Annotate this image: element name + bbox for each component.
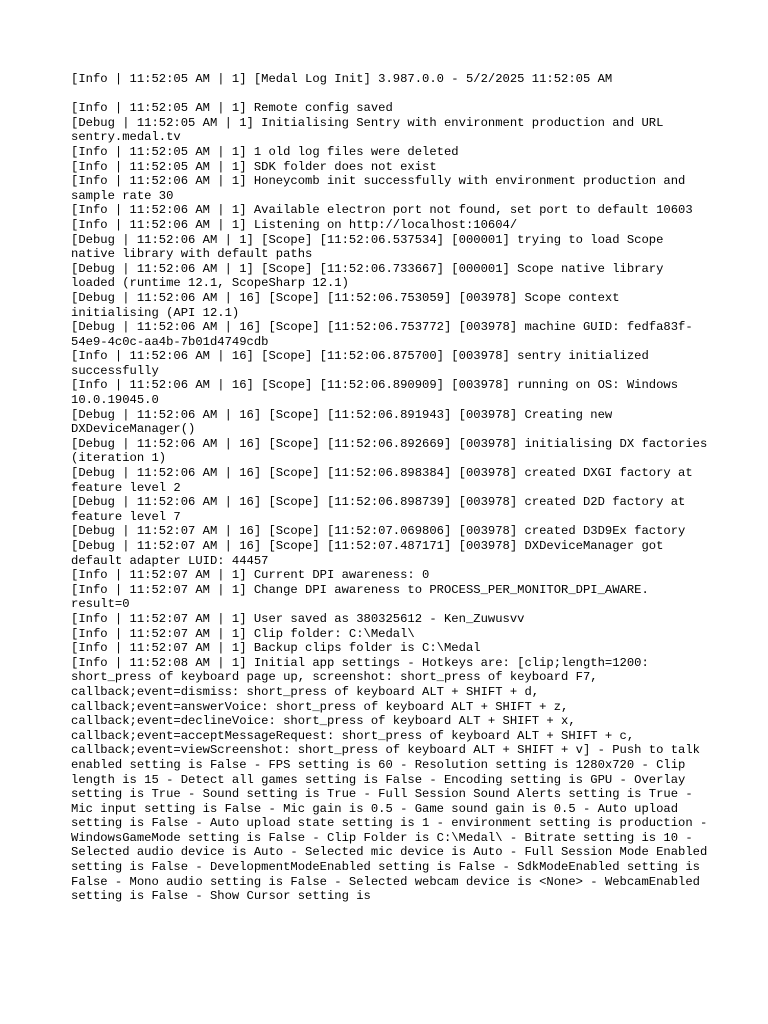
- log-line: [Info | 11:52:06 AM | 16] [Scope] [11:52:06.890909] [003978] running on OS: Windows 10.0.19045.0: [71, 378, 686, 408]
- log-line: [Info | 11:52:05 AM | 1] 1 old log files were deleted: [71, 144, 459, 159]
- log-line: [Info | 11:52:05 AM | 1] SDK folder does not exist: [71, 159, 437, 174]
- log-document: [71, 72, 715, 904]
- log-line: [Debug | 11:52:06 AM | 16] [Scope] [11:52:06.898739] [003978] created D2D factory at feature level 7: [71, 495, 693, 524]
- log-line: [Info | 11:52:06 AM | 16] [Scope] [11:52:06.875700] [003978] sentry initialized successfully: [71, 349, 657, 378]
- log-line: [Info | 11:52:08 AM | 1] Initial app settings - Hotkeys are: [clip;length=1200: short_press of keyboard page up, screenshot: short_press of keyboard F7, callback;event=dismiss: short_press of keyboard ALT + SHIFT + d, callback;event=answerVoice: short_press of keyboard ALT + SHIFT + z, callback;event=declineVoice: short_press of keyboard ALT + SHIFT + x, callback;event=acceptMessageRequest: short_press of keyboard ALT + SHIFT + c, callback;event=viewScreenshot: short_press of keyboard ALT + SHIFT + v] - Push to talk enabled setting is False - FPS setting is 60 - Resolution setting is 1280x720 - Clip length is 15 - Detect all games setting is False - Encoding setting is GPU - Overlay setting is True - Sound setting is True - Full Session Sound Alerts setting is True - Mic input setting is False - Mic gain is 0.5 - Game sound gain is 0.5 - Auto upload setting is False - Auto upload state setting is 1 - environment setting is production - WindowsGameMode setting is False - Clip Folder is C:\Medal\ - Bitrate setting is 10 - Selected audio device is Auto - Selected mic device is Auto - Full Session Mode Enabled setting is False - DevelopmentModeEnabled setting is False - SdkModeEnabled setting is False - Mono audio setting is False - Selected webcam device is <None> - WebcamEnabled setting is False - Show Cursor setting is: [71, 655, 715, 904]
- log-line: [Info | 11:52:05 AM | 1] Remote config saved: [71, 101, 393, 116]
- blank-line: [71, 87, 711, 102]
- log-line: [Debug | 11:52:06 AM | 16] [Scope] [11:52:06.892669] [003978] initialising DX factories (iteration 1): [71, 436, 715, 466]
- log-lines: [71, 101, 715, 904]
- log-line: [Debug | 11:52:07 AM | 16] [Scope] [11:52:07.487171] [003978] DXDeviceManager got default adapter LUID: 44457: [71, 539, 671, 568]
- log-line: [Debug | 11:52:06 AM | 16] [Scope] [11:52:06.753772] [003978] machine GUID: fedfa83f-54e9-4c0c-aa4b-7b01d4749cdb: [71, 320, 693, 349]
- log-line: [Info | 11:52:07 AM | 1] User saved as 380325612 - Ken_Zuwusvv: [71, 611, 525, 626]
- log-line: [Info | 11:52:07 AM | 1] Backup clips folder is C:\Medal: [71, 641, 481, 656]
- log-line: [Debug | 11:52:06 AM | 16] [Scope] [11:52:06.891943] [003978] Creating new DXDeviceManager(): [71, 407, 620, 437]
- log-line: [Info | 11:52:06 AM | 1] Available electron port not found, set port to default 10603: [71, 203, 693, 218]
- log-line: [Debug | 11:52:06 AM | 1] [Scope] [11:52:06.733667] [000001] Scope native library loaded (runtime 12.1, ScopeSharp 12.1): [71, 261, 671, 291]
- log-line: [Info | 11:52:07 AM | 1] Change DPI awareness to PROCESS_PER_MONITOR_DPI_AWARE. result=0: [71, 582, 657, 612]
- log-line: [Debug | 11:52:05 AM | 1] Initialising Sentry with environment production and URL sentry.medal.tv: [71, 115, 671, 145]
- log-line: [Debug | 11:52:06 AM | 16] [Scope] [11:52:06.898384] [003978] created DXGI factory at feature level 2: [71, 466, 700, 495]
- log-line: [Info | 11:52:06 AM | 1] Honeycomb init successfully with environment production and sample rate 30: [71, 174, 693, 203]
- log-line: [Info | 11:52:07 AM | 1] Current DPI awareness: 0: [71, 568, 430, 583]
- log-header-line: [Info | 11:52:05 AM | 1] [Medal Log Init] 3.987.0.0 - 5/2/2025 11:52:05 AM: [71, 72, 613, 86]
- log-line: [Info | 11:52:07 AM | 1] Clip folder: C:\Medal\: [71, 626, 415, 641]
- log-line: [Debug | 11:52:06 AM | 16] [Scope] [11:52:06.753059] [003978] Scope context initialising (API 12.1): [71, 290, 627, 320]
- log-line: [Debug | 11:52:07 AM | 16] [Scope] [11:52:07.069806] [003978] created D3D9Ex factory: [71, 524, 686, 539]
- log-line: [Debug | 11:52:06 AM | 1] [Scope] [11:52:06.537534] [000001] trying to load Scope native library with default paths: [71, 232, 671, 262]
- log-line: [Info | 11:52:06 AM | 1] Listening on http://localhost:10604/: [71, 217, 518, 232]
